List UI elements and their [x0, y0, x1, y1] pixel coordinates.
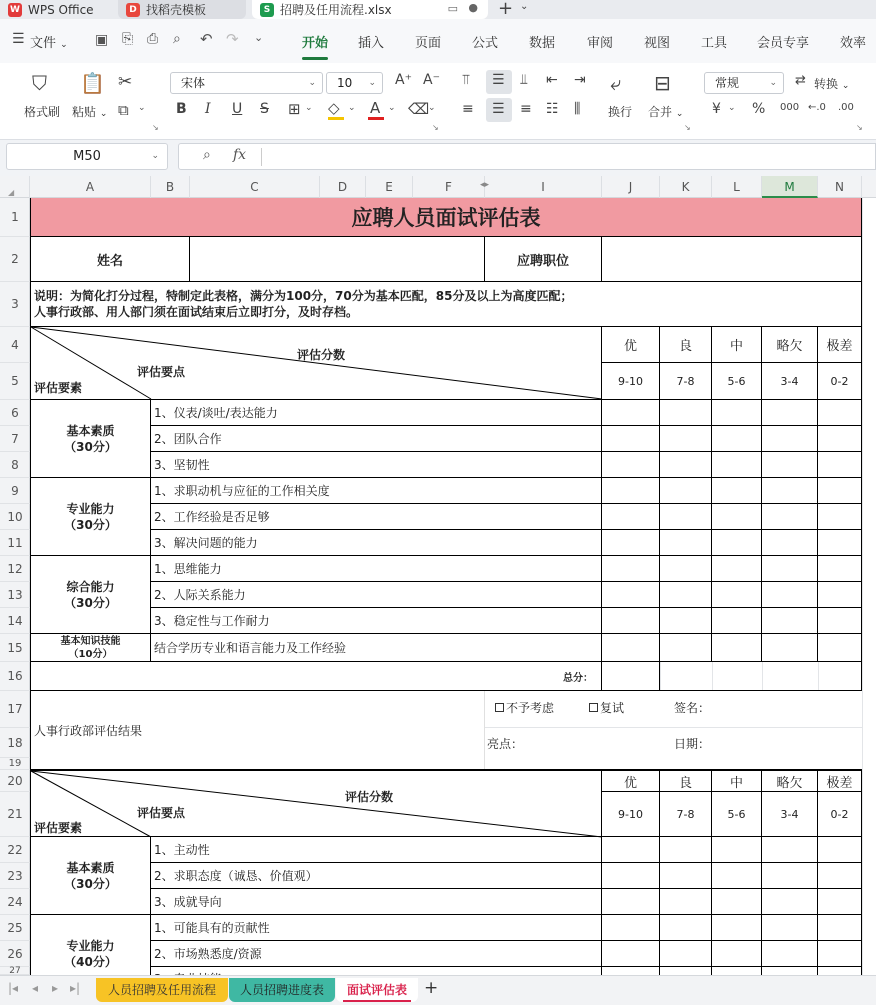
grade-range[interactable]: 9-10 — [602, 363, 660, 400]
criterion-cell[interactable]: 1、仪表/谈吐/表达能力 — [151, 400, 602, 426]
score-cell[interactable] — [712, 837, 762, 863]
sheet-tab[interactable]: 人员招聘进度表 — [229, 978, 335, 1002]
last-sheet-icon[interactable]: ▸| — [70, 981, 81, 995]
score-cell[interactable] — [602, 478, 660, 504]
grade-header[interactable]: 中 — [712, 770, 762, 792]
score-cell[interactable] — [762, 837, 818, 863]
align-middle-icon[interactable]: ☰ — [492, 72, 505, 88]
menu-tab-vip[interactable]: 会员专享 — [757, 36, 810, 51]
align-top-icon[interactable]: ⫪ — [462, 72, 470, 88]
score-cell[interactable] — [602, 530, 660, 556]
diagonal-lines-2 — [31, 771, 603, 838]
decrease-indent-icon[interactable]: ⇤ — [546, 72, 558, 88]
score-cell[interactable] — [818, 426, 862, 452]
column-header[interactable]: L — [712, 176, 762, 198]
gridline — [818, 662, 819, 691]
menu-tab-view[interactable]: 视图 — [644, 36, 671, 51]
formula-input[interactable] — [178, 143, 876, 170]
gridline — [862, 198, 863, 975]
increase-decimal-icon[interactable]: ←.0 — [808, 102, 826, 113]
score-cell[interactable] — [762, 941, 818, 967]
factor-cell[interactable]: 专业能力 （40分） — [30, 915, 151, 993]
diag-points-label: 评估要点 — [137, 365, 186, 379]
row-header[interactable]: 24 — [0, 889, 30, 915]
add-sheet-button[interactable]: + — [424, 978, 439, 998]
format-painter-icon[interactable]: ⛉ — [32, 71, 47, 95]
spreadsheet-icon: S — [260, 3, 274, 17]
score-cell[interactable] — [660, 530, 712, 556]
name-input-cell[interactable] — [190, 237, 485, 282]
decrease-decimal-icon[interactable]: .00 — [838, 102, 854, 113]
font-color-bar — [368, 117, 384, 120]
score-cell[interactable] — [660, 889, 712, 915]
score-cell[interactable] — [818, 863, 862, 889]
score-cell[interactable] — [602, 426, 660, 452]
grade-header[interactable]: 极差 — [818, 770, 862, 792]
wps-home-tab[interactable]: W WPS Office — [0, 0, 112, 19]
score-cell[interactable] — [712, 582, 762, 608]
grade-range[interactable]: 7-8 — [660, 363, 712, 400]
clear-format-icon[interactable]: ⌫ — [408, 100, 430, 118]
row-header[interactable]: 9 — [0, 478, 30, 504]
score-cell[interactable] — [818, 837, 862, 863]
menu-tab-efficiency[interactable]: 效率 — [840, 36, 867, 51]
grade-header[interactable]: 良 — [660, 327, 712, 363]
name-box-dropdown-icon[interactable]: ⌄ — [151, 151, 159, 161]
align-bottom-icon[interactable]: ⫫ — [520, 72, 528, 88]
align-left-icon[interactable]: ≡ — [462, 101, 474, 117]
merge-icon[interactable]: ⊟ — [654, 71, 671, 95]
score-cell[interactable] — [762, 608, 818, 634]
merge-button[interactable]: 合并 ⌄ — [648, 105, 684, 119]
docer-logo-icon: D — [126, 3, 140, 17]
factor-cell[interactable]: 基本素质 （30分） — [30, 837, 151, 915]
diagonal-lines — [31, 327, 603, 400]
border-dropdown-icon[interactable]: ⌄ — [305, 103, 313, 113]
formula-divider — [261, 148, 262, 166]
reject-option[interactable]: 不予考虑 — [495, 699, 554, 716]
grade-range[interactable]: 7-8 — [660, 792, 712, 837]
row-header[interactable]: 10 — [0, 504, 30, 530]
name-label-cell[interactable]: 姓名 — [30, 237, 190, 282]
underline-button[interactable]: U — [232, 101, 243, 117]
row-header[interactable]: 27 — [0, 967, 30, 975]
score-cell[interactable] — [762, 426, 818, 452]
row-headers — [0, 198, 30, 975]
gridline — [712, 662, 713, 691]
decrease-font-icon[interactable]: A⁻ — [423, 72, 440, 88]
grade-header[interactable]: 略欠 — [762, 770, 818, 792]
score-grid-1[interactable] — [602, 400, 862, 662]
score-cell[interactable] — [762, 634, 818, 662]
gridline — [762, 662, 763, 691]
criterion-cell[interactable]: 1、求职动机与应征的工作相关度 — [151, 478, 602, 504]
format-painter-button[interactable]: 格式刷 — [24, 105, 61, 119]
score-cell[interactable] — [818, 941, 862, 967]
row-header[interactable]: 4 — [0, 327, 30, 363]
diagonal-header-cell-2[interactable] — [30, 770, 602, 837]
column-header[interactable]: E — [366, 176, 413, 198]
new-tab-button[interactable]: + — [498, 0, 514, 19]
tab-list-icon[interactable]: ⌄ — [520, 1, 529, 12]
score-cell[interactable] — [602, 400, 660, 426]
factor-cell[interactable]: 专业能力 （30分） — [30, 478, 151, 556]
score-cell[interactable] — [602, 608, 660, 634]
score-grid-2[interactable] — [602, 837, 862, 993]
score-cell[interactable] — [602, 556, 660, 582]
font-color-icon[interactable]: A — [370, 99, 381, 117]
score-cell[interactable] — [602, 889, 660, 915]
score-cell[interactable] — [712, 452, 762, 478]
score-cell[interactable] — [660, 478, 712, 504]
print-icon[interactable]: ⎙ — [147, 31, 159, 47]
score-cell[interactable] — [602, 582, 660, 608]
reject-checkbox[interactable] — [495, 703, 504, 712]
score-cell[interactable] — [660, 863, 712, 889]
copy-icon[interactable]: ⧉ — [118, 101, 129, 119]
save-icon[interactable]: ▣ — [95, 32, 109, 48]
score-cell[interactable] — [712, 530, 762, 556]
score-cell[interactable] — [818, 400, 862, 426]
export-icon[interactable]: ⎘ — [122, 31, 134, 47]
grade-header[interactable]: 优 — [602, 770, 660, 792]
wps-logo-icon: W — [8, 3, 22, 17]
criterion-cell[interactable]: 1、可能具有的贡献性 — [151, 915, 602, 941]
grade-range[interactable]: 5-6 — [712, 363, 762, 400]
score-cell[interactable] — [660, 634, 712, 662]
score-cell[interactable] — [602, 837, 660, 863]
select-all-corner[interactable]: ◢ — [0, 176, 30, 198]
window-icon[interactable]: ▭ — [447, 2, 458, 15]
score-cell[interactable] — [762, 915, 818, 941]
score-cell[interactable] — [660, 426, 712, 452]
justify-icon[interactable]: ☷ — [546, 101, 559, 117]
score-cell[interactable] — [818, 889, 862, 915]
score-cell[interactable] — [762, 530, 818, 556]
score-cell[interactable] — [712, 504, 762, 530]
row-header[interactable]: 5 — [0, 363, 30, 400]
score-cell[interactable] — [818, 556, 862, 582]
score-cell[interactable] — [762, 400, 818, 426]
name-box[interactable]: M50 ⌄ — [6, 143, 168, 170]
clear-dropdown-icon[interactable]: ⌄ — [428, 103, 436, 113]
score-cell[interactable] — [712, 426, 762, 452]
grade-header[interactable]: 略欠 — [762, 327, 818, 363]
row-header[interactable]: 21 — [0, 792, 30, 837]
percent-button[interactable]: % — [752, 101, 766, 117]
criterion-cell[interactable]: 3、解决问题的能力 — [151, 530, 602, 556]
score-cell[interactable] — [818, 582, 862, 608]
currency-dropdown-icon[interactable]: ⌄ — [728, 103, 736, 113]
score-cell[interactable] — [762, 556, 818, 582]
knowledge-factor-cell[interactable]: 基本知识技能 （10分） — [30, 634, 151, 662]
hidden-columns-marker[interactable]: ◂▸ — [480, 180, 490, 190]
sheet-title[interactable]: 应聘人员面试评估表 — [30, 198, 862, 237]
distribute-icon[interactable]: ⫼ — [574, 101, 581, 117]
thousands-button[interactable]: 000 — [780, 102, 800, 113]
alignment-launcher-icon[interactable]: ↘ — [684, 123, 691, 132]
font-size-select[interactable]: 10 ⌄ — [326, 72, 383, 94]
diag-factor-label-2: 评估要素 — [34, 821, 83, 835]
currency-button[interactable]: ¥ — [712, 101, 721, 117]
score-cell[interactable] — [712, 400, 762, 426]
diag-score-label: 评估分数 — [297, 348, 346, 362]
hamburger-icon[interactable]: ☰ — [12, 31, 25, 47]
score-cell[interactable] — [660, 504, 712, 530]
row-header[interactable]: 3 — [0, 282, 30, 327]
sheet-tab[interactable]: 人员招聘及任用流程 — [96, 978, 228, 1002]
grade-header[interactable]: 极差 — [818, 327, 862, 363]
row-header[interactable]: 19 — [0, 758, 30, 770]
menu-tab-home[interactable]: 开始 — [302, 36, 329, 51]
quick-access-more-icon[interactable]: ⌄ — [254, 31, 264, 44]
row-header[interactable]: 16 — [0, 662, 30, 691]
row-header[interactable]: 7 — [0, 426, 30, 452]
fill-color-bar — [328, 117, 344, 120]
score-cell[interactable] — [712, 478, 762, 504]
criterion-cell[interactable]: 1、思维能力 — [151, 556, 602, 582]
retest-option[interactable]: 复试 — [589, 699, 624, 716]
number-format-select[interactable]: 常规 ⌄ — [704, 72, 784, 94]
position-input-cell[interactable] — [602, 237, 862, 282]
paste-button[interactable]: 粘贴 ⌄ — [72, 105, 108, 119]
number-launcher-icon[interactable]: ↘ — [856, 123, 863, 132]
score-cell[interactable] — [712, 863, 762, 889]
wrap-text-button[interactable]: 换行 — [608, 105, 633, 119]
knowledge-criterion-cell[interactable]: 结合学历专业和语言能力及工作经验 — [151, 634, 602, 662]
column-header[interactable]: D — [320, 176, 366, 198]
criterion-cell[interactable]: 1、主动性 — [151, 837, 602, 863]
criterion-cell[interactable]: 3、稳定性与工作耐力 — [151, 608, 602, 634]
next-sheet-icon[interactable]: ▸ — [52, 981, 59, 995]
align-center-icon[interactable]: ☰ — [492, 101, 505, 117]
template-tab[interactable]: D 找稻壳模板 — [118, 0, 246, 19]
retest-checkbox[interactable] — [589, 703, 598, 712]
fill-dropdown-icon[interactable]: ⌄ — [348, 103, 356, 113]
row-header[interactable]: 12 — [0, 556, 30, 582]
menu-tab-data[interactable]: 数据 — [529, 36, 556, 51]
sheet-grid[interactable] — [30, 198, 876, 975]
column-header-selected[interactable]: M — [762, 176, 818, 198]
row-header[interactable]: 18 — [0, 728, 30, 758]
hr-result-area[interactable] — [485, 691, 862, 770]
note-line-1: 说明：为简化打分过程，特制定此表格，满分为100分，70分为基本匹配，85分及以上为高度匹配； — [34, 289, 573, 303]
workbook-tab[interactable]: S 招聘及任用流程.xlsx ▭ ● — [252, 0, 488, 19]
sign-label: 签名： — [674, 701, 711, 715]
diag-score-label-2: 评估分数 — [345, 790, 394, 804]
score-cell[interactable] — [712, 634, 762, 662]
row-header[interactable]: 25 — [0, 915, 30, 941]
total-value-cell[interactable] — [602, 662, 660, 691]
menu-bar — [0, 19, 876, 63]
row-header[interactable]: 14 — [0, 608, 30, 634]
paste-icon[interactable]: 📋 — [80, 71, 105, 95]
fx-icon[interactable]: fx — [233, 147, 247, 163]
score-cell[interactable] — [660, 452, 712, 478]
score-cell[interactable] — [602, 915, 660, 941]
score-cell[interactable] — [762, 478, 818, 504]
row-header[interactable]: 2 — [0, 237, 30, 282]
italic-button[interactable]: I — [205, 101, 211, 117]
grade-header[interactable]: 中 — [712, 327, 762, 363]
column-header[interactable]: I — [485, 176, 602, 198]
grade-range[interactable]: 3-4 — [762, 792, 818, 837]
score-cell[interactable] — [602, 941, 660, 967]
position-label-cell[interactable]: 应聘职位 — [485, 237, 602, 282]
active-tab-underline — [302, 57, 328, 60]
factor-cell[interactable]: 基本素质 （30分） — [30, 400, 151, 478]
row-header[interactable]: 11 — [0, 530, 30, 556]
grade-range[interactable]: 0-2 — [818, 363, 862, 400]
score-cell[interactable] — [818, 530, 862, 556]
font-launcher-icon[interactable]: ↘ — [432, 123, 439, 132]
grade-range[interactable]: 5-6 — [712, 792, 762, 837]
score-cell[interactable] — [660, 556, 712, 582]
criterion-cell[interactable]: 2、人际关系能力 — [151, 582, 602, 608]
criterion-cell[interactable]: 3、坚韧性 — [151, 452, 602, 478]
diag-points-label-2: 评估要点 — [137, 806, 186, 820]
fill-color-icon[interactable]: ◇ — [328, 99, 340, 117]
criterion-cell[interactable]: 3、成就导向 — [151, 889, 602, 915]
column-header[interactable]: B — [151, 176, 190, 198]
column-header[interactable]: F — [413, 176, 485, 198]
menu-tab-formula[interactable]: 公式 — [472, 36, 499, 51]
hr-result-label-cell[interactable]: 人事行政部评估结果 — [30, 691, 485, 770]
score-cell[interactable] — [762, 863, 818, 889]
row-header[interactable]: 13 — [0, 582, 30, 608]
score-cell[interactable] — [602, 634, 660, 662]
title-bar — [0, 0, 876, 19]
convert-icon[interactable]: ⇄ — [795, 73, 806, 88]
column-header[interactable]: A — [30, 176, 151, 198]
criterion-cell[interactable]: 2、团队合作 — [151, 426, 602, 452]
strikethrough-button[interactable]: S — [260, 101, 269, 117]
score-cell[interactable] — [762, 582, 818, 608]
score-cell[interactable] — [660, 837, 712, 863]
score-cell[interactable] — [712, 915, 762, 941]
align-right-icon[interactable]: ≡ — [520, 101, 532, 117]
column-header[interactable]: N — [818, 176, 862, 198]
score-cell[interactable] — [602, 504, 660, 530]
factor-cell[interactable]: 综合能力 （30分） — [30, 556, 151, 634]
row-header[interactable]: 1 — [0, 198, 30, 237]
sheet-tab-bar — [0, 975, 876, 1005]
score-cell[interactable] — [818, 452, 862, 478]
font-name-select[interactable]: 宋体 ⌄ — [170, 72, 323, 94]
score-cell[interactable] — [660, 400, 712, 426]
clipboard-launcher-icon[interactable]: ↘ — [152, 123, 159, 132]
convert-button[interactable]: 转换 ⌄ — [814, 77, 850, 91]
menu-tab-review[interactable]: 审阅 — [587, 36, 614, 51]
wrap-text-icon[interactable]: ⤶ — [610, 71, 622, 95]
row-header[interactable]: 26 — [0, 941, 30, 967]
score-cell[interactable] — [818, 478, 862, 504]
column-headers — [0, 176, 876, 198]
diag-factor-label: 评估要素 — [34, 381, 83, 395]
score-cell[interactable] — [712, 941, 762, 967]
score-cell[interactable] — [602, 452, 660, 478]
score-cell[interactable] — [660, 941, 712, 967]
redo-icon[interactable]: ↷ — [226, 30, 239, 48]
grade-header[interactable]: 优 — [602, 327, 660, 363]
score-cell[interactable] — [712, 556, 762, 582]
score-cell[interactable] — [818, 634, 862, 662]
row-header[interactable]: 20 — [0, 770, 30, 792]
unsaved-dot-icon[interactable]: ● — [468, 1, 478, 14]
criterion-cell[interactable]: 2、市场熟悉度/资源 — [151, 941, 602, 967]
print-preview-icon[interactable]: ⌕ — [173, 31, 181, 47]
row-header[interactable]: 17 — [0, 691, 30, 728]
gridline — [660, 662, 661, 691]
menu-tab-tools[interactable]: 工具 — [701, 36, 728, 51]
prev-sheet-icon[interactable]: ◂ — [32, 981, 39, 995]
undo-icon[interactable]: ↶ — [200, 30, 213, 48]
column-header[interactable]: J — [602, 176, 660, 198]
score-cell[interactable] — [602, 863, 660, 889]
score-cell[interactable] — [660, 582, 712, 608]
menu-tab-insert[interactable]: 插入 — [358, 36, 385, 51]
font-color-dropdown-icon[interactable]: ⌄ — [388, 103, 396, 113]
first-sheet-icon[interactable]: |◂ — [8, 981, 19, 995]
row-header[interactable]: 22 — [0, 837, 30, 863]
copy-dropdown-icon[interactable]: ⌄ — [138, 103, 146, 113]
score-cell[interactable] — [712, 608, 762, 634]
grade-range[interactable]: 3-4 — [762, 363, 818, 400]
menu-tab-page[interactable]: 页面 — [415, 36, 442, 51]
grade-range[interactable]: 9-10 — [602, 792, 660, 837]
date-label: 日期： — [674, 737, 711, 751]
score-cell[interactable] — [762, 889, 818, 915]
row-header[interactable]: 15 — [0, 634, 30, 662]
diagonal-header-cell[interactable] — [30, 327, 602, 400]
criterion-cell[interactable]: 2、工作经验是否足够 — [151, 504, 602, 530]
score-cell[interactable] — [762, 452, 818, 478]
note-line-2: 人事行政部、用人部门须在面试结束后立即打分，及时存档。 — [34, 305, 359, 319]
row-header[interactable]: 6 — [0, 400, 30, 426]
score-cell[interactable] — [818, 608, 862, 634]
column-header[interactable]: C — [190, 176, 320, 198]
increase-font-icon[interactable]: A⁺ — [395, 72, 412, 88]
score-cell[interactable] — [712, 889, 762, 915]
highlight-label: 亮点： — [487, 737, 524, 751]
column-header[interactable]: K — [660, 176, 712, 198]
ribbon — [0, 63, 876, 140]
zoom-function-icon[interactable]: ⌕ — [203, 147, 211, 163]
grade-range[interactable]: 0-2 — [818, 792, 862, 837]
grade-header[interactable]: 良 — [660, 770, 712, 792]
score-cell[interactable] — [660, 608, 712, 634]
row-header[interactable]: 8 — [0, 452, 30, 478]
score-cell[interactable] — [660, 915, 712, 941]
score-cell[interactable] — [818, 504, 862, 530]
file-menu[interactable]: 文件 ⌄ — [30, 36, 68, 51]
sheet-tab-active[interactable]: 面试评估表 — [336, 978, 418, 1002]
score-cell[interactable] — [762, 504, 818, 530]
note-cell[interactable] — [30, 282, 862, 327]
criterion-cell[interactable]: 2、求职态度（诚恳、价值观） — [151, 863, 602, 889]
row-header[interactable]: 23 — [0, 863, 30, 889]
border-icon[interactable]: ⊞ — [288, 100, 301, 118]
active-sheet-underline — [343, 1000, 411, 1002]
bold-button[interactable]: B — [176, 101, 187, 117]
increase-indent-icon[interactable]: ⇥ — [574, 72, 586, 88]
cut-icon[interactable]: ✂ — [118, 72, 133, 92]
score-cell[interactable] — [818, 915, 862, 941]
total-label-cell[interactable]: 总分： — [30, 662, 602, 691]
